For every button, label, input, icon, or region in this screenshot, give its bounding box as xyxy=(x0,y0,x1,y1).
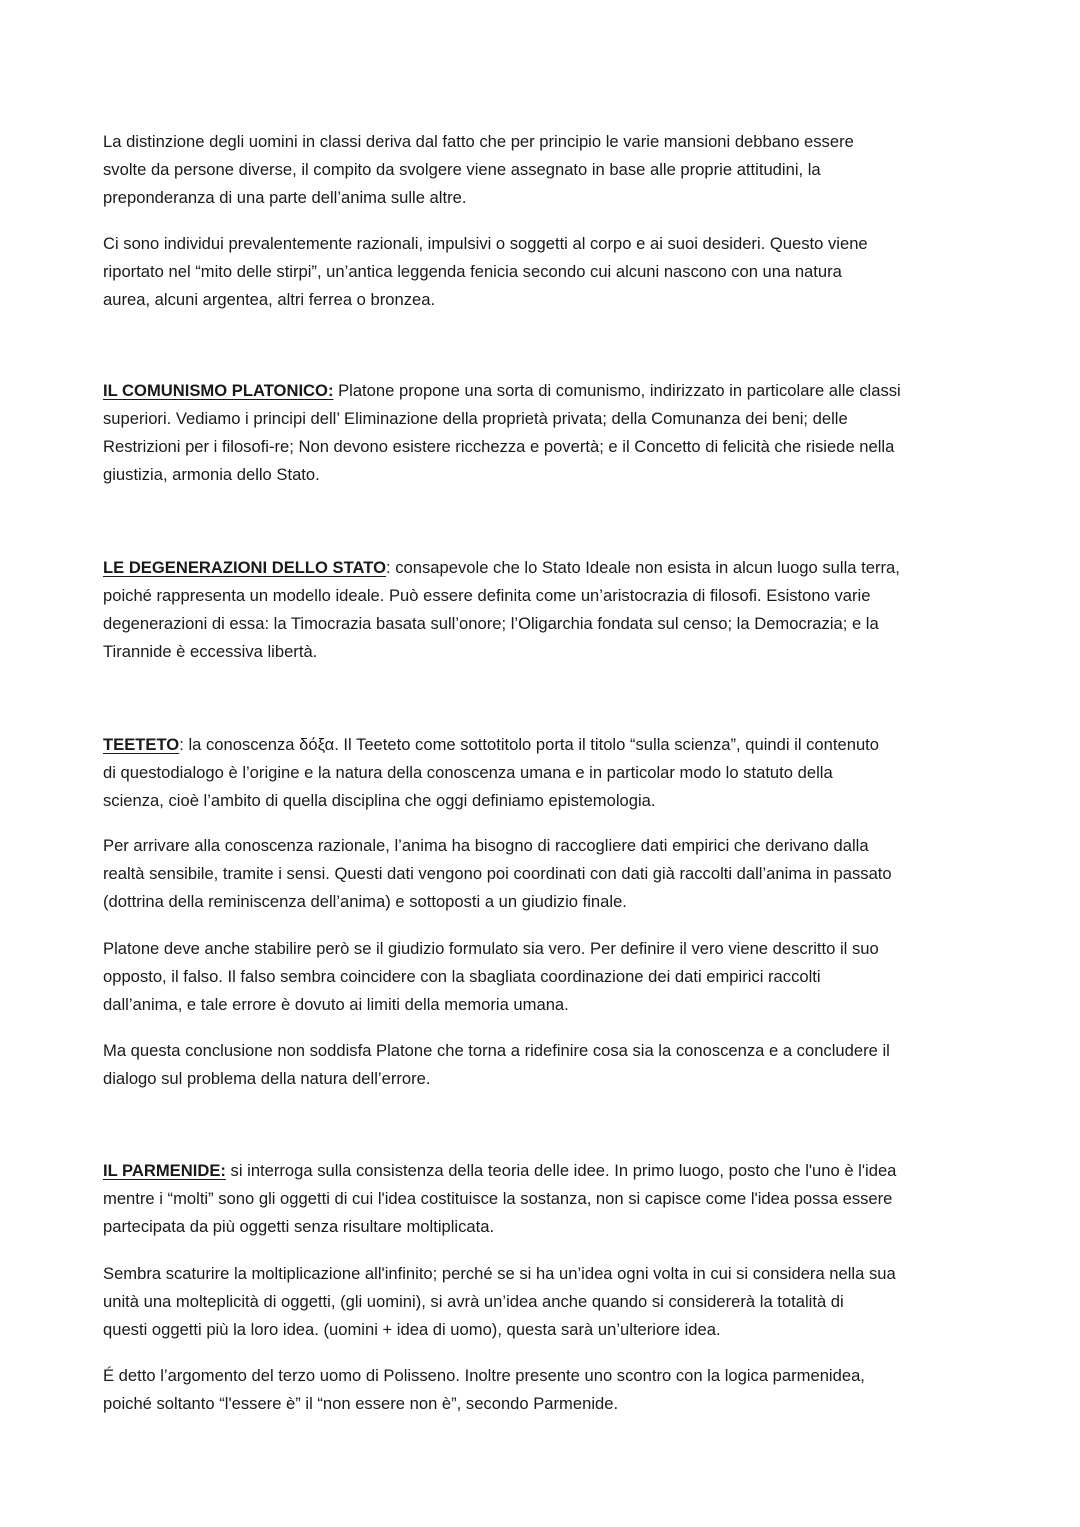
text-line: poiché rappresenta un modello ideale. Può essere definita come un’aristocrazia di filosofi. Esistono varie xyxy=(103,586,871,605)
section-heading: TEETETO xyxy=(103,735,180,754)
section-parmenides xyxy=(103,1157,983,1241)
paragraph-true-false xyxy=(103,935,983,1019)
text-line: riportato nel “mito delle stirpi”, un’antica leggenda fenicia secondo cui alcuni nascono con una natura xyxy=(103,262,842,281)
text-line xyxy=(103,554,983,582)
heading-continuation: Platone propone una sorta di comunismo, indirizzato in particolare alle classi xyxy=(333,381,901,400)
text-line: É detto l’argomento del terzo uomo di Polisseno. Inoltre presente uno scontro con la logica parmenidea, xyxy=(103,1366,865,1385)
section-heading: IL PARMENIDE: xyxy=(103,1161,226,1180)
text-line: La distinzione degli uomini in classi deriva dal fatto che per principio le varie mansioni debbano essere xyxy=(103,132,854,151)
text-line: unità una molteplicità di oggetti, (gli uomini), si avrà un’idea anche quando si considererà la totalità di xyxy=(103,1292,844,1311)
text-line: Sembra scaturire la moltiplicazione all'infinito; perché se si ha un’idea ogni volta in cui si considera nella sua xyxy=(103,1264,896,1283)
heading-continuation: : la conoscenza δόξα. Il Teeteto come sottotitolo porta il titolo “sulla scienza”, quindi il contenuto xyxy=(179,735,880,754)
text-line: Tirannide è eccessiva libertà. xyxy=(103,642,318,661)
text-line: (dottrina della reminiscenza dell’anima) e sottoposti a un giudizio finale. xyxy=(103,892,627,911)
text-line: dall’anima, e tale errore è dovuto ai limiti della memoria umana. xyxy=(103,995,569,1014)
section-heading: IL COMUNISMO PLATONICO: xyxy=(103,381,334,400)
paragraph-myth-of-races xyxy=(103,230,983,314)
text-line: Per arrivare alla conoscenza razionale, l’anima ha bisogno di raccogliere dati empirici che derivano dalla xyxy=(103,836,869,855)
section-heading: LE DEGENERAZIONI DELLO STATO xyxy=(103,558,387,577)
text-line: questi oggetti più la loro idea. (uomini + idea di uomo), questa sarà un’ulteriore idea. xyxy=(103,1320,721,1339)
text-line: superiori. Vediamo i principi dell’ Eliminazione della proprietà privata; della Comunanza dei beni; delle xyxy=(103,409,848,428)
text-line: scienza, cioè l’ambito di quella disciplina che oggi definiamo epistemologia. xyxy=(103,791,656,810)
text-line xyxy=(103,731,983,759)
section-state-degenerations xyxy=(103,554,983,666)
heading-continuation: si interroga sulla consistenza della teoria delle idee. In primo luogo, posto che l'uno è l'idea xyxy=(225,1161,897,1180)
text-line: preponderanza di una parte dell’anima sulle altre. xyxy=(103,188,467,207)
text-line: Platone deve anche stabilire però se il giudizio formulato sia vero. Per definire il vero viene descritto il suo xyxy=(103,939,879,958)
text-line: giustizia, armonia dello Stato. xyxy=(103,465,320,484)
paragraph-infinite-multiplication xyxy=(103,1260,983,1344)
paragraph-class-distinction xyxy=(103,128,983,212)
text-line: aurea, alcuni argentea, altri ferrea o bronzea. xyxy=(103,290,436,309)
paragraph-third-man xyxy=(103,1362,983,1418)
text-line: Ma questa conclusione non soddisfa Platone che torna a ridefinire cosa sia la conoscenza e a concludere il xyxy=(103,1041,890,1060)
text-line: Restrizioni per i filosofi-re; Non devono esistere ricchezza e povertà; e il Concetto di felicità che risiede nella xyxy=(103,437,895,456)
text-line: degenerazioni di essa: la Timocrazia basata sull’onore; l’Oligarchia fondata sul censo; la Democrazia; e la xyxy=(103,614,879,633)
text-line: opposto, il falso. Il falso sembra coincidere con la sbagliata coordinazione dei dati empirici raccolti xyxy=(103,967,821,986)
text-line: poiché soltanto “l'essere è” il “non essere non è”, secondo Parmenide. xyxy=(103,1394,619,1413)
paragraph-conclusion xyxy=(103,1037,983,1093)
section-theaetetus xyxy=(103,731,983,815)
text-line: dialogo sul problema della natura dell’errore. xyxy=(103,1069,431,1088)
text-line: Ci sono individui prevalentemente razionali, impulsivi o soggetti al corpo e ai suoi desideri. Questo viene xyxy=(103,234,868,253)
heading-continuation: : consapevole che lo Stato Ideale non esista in alcun luogo sulla terra, xyxy=(386,558,900,577)
text-line: svolte da persone diverse, il compito da svolgere viene assegnato in base alle proprie attitudini, la xyxy=(103,160,821,179)
text-line: mentre i “molti” sono gli oggetti di cui l'idea costituisce la sostanza, non si capisce come l'idea possa essere xyxy=(103,1189,893,1208)
text-line: di questodialogo è l’origine e la natura della conoscenza umana e in particolar modo lo statuto della xyxy=(103,763,833,782)
section-platonic-communism xyxy=(103,377,983,489)
paragraph-rational-knowledge xyxy=(103,832,983,916)
text-line: realtà sensibile, tramite i sensi. Questi dati vengono poi coordinati con dati già raccolti dall’anima in passato xyxy=(103,864,892,883)
text-line xyxy=(103,377,983,405)
text-line xyxy=(103,1157,983,1185)
text-line: partecipata da più oggetti senza risultare moltiplicata. xyxy=(103,1217,495,1236)
